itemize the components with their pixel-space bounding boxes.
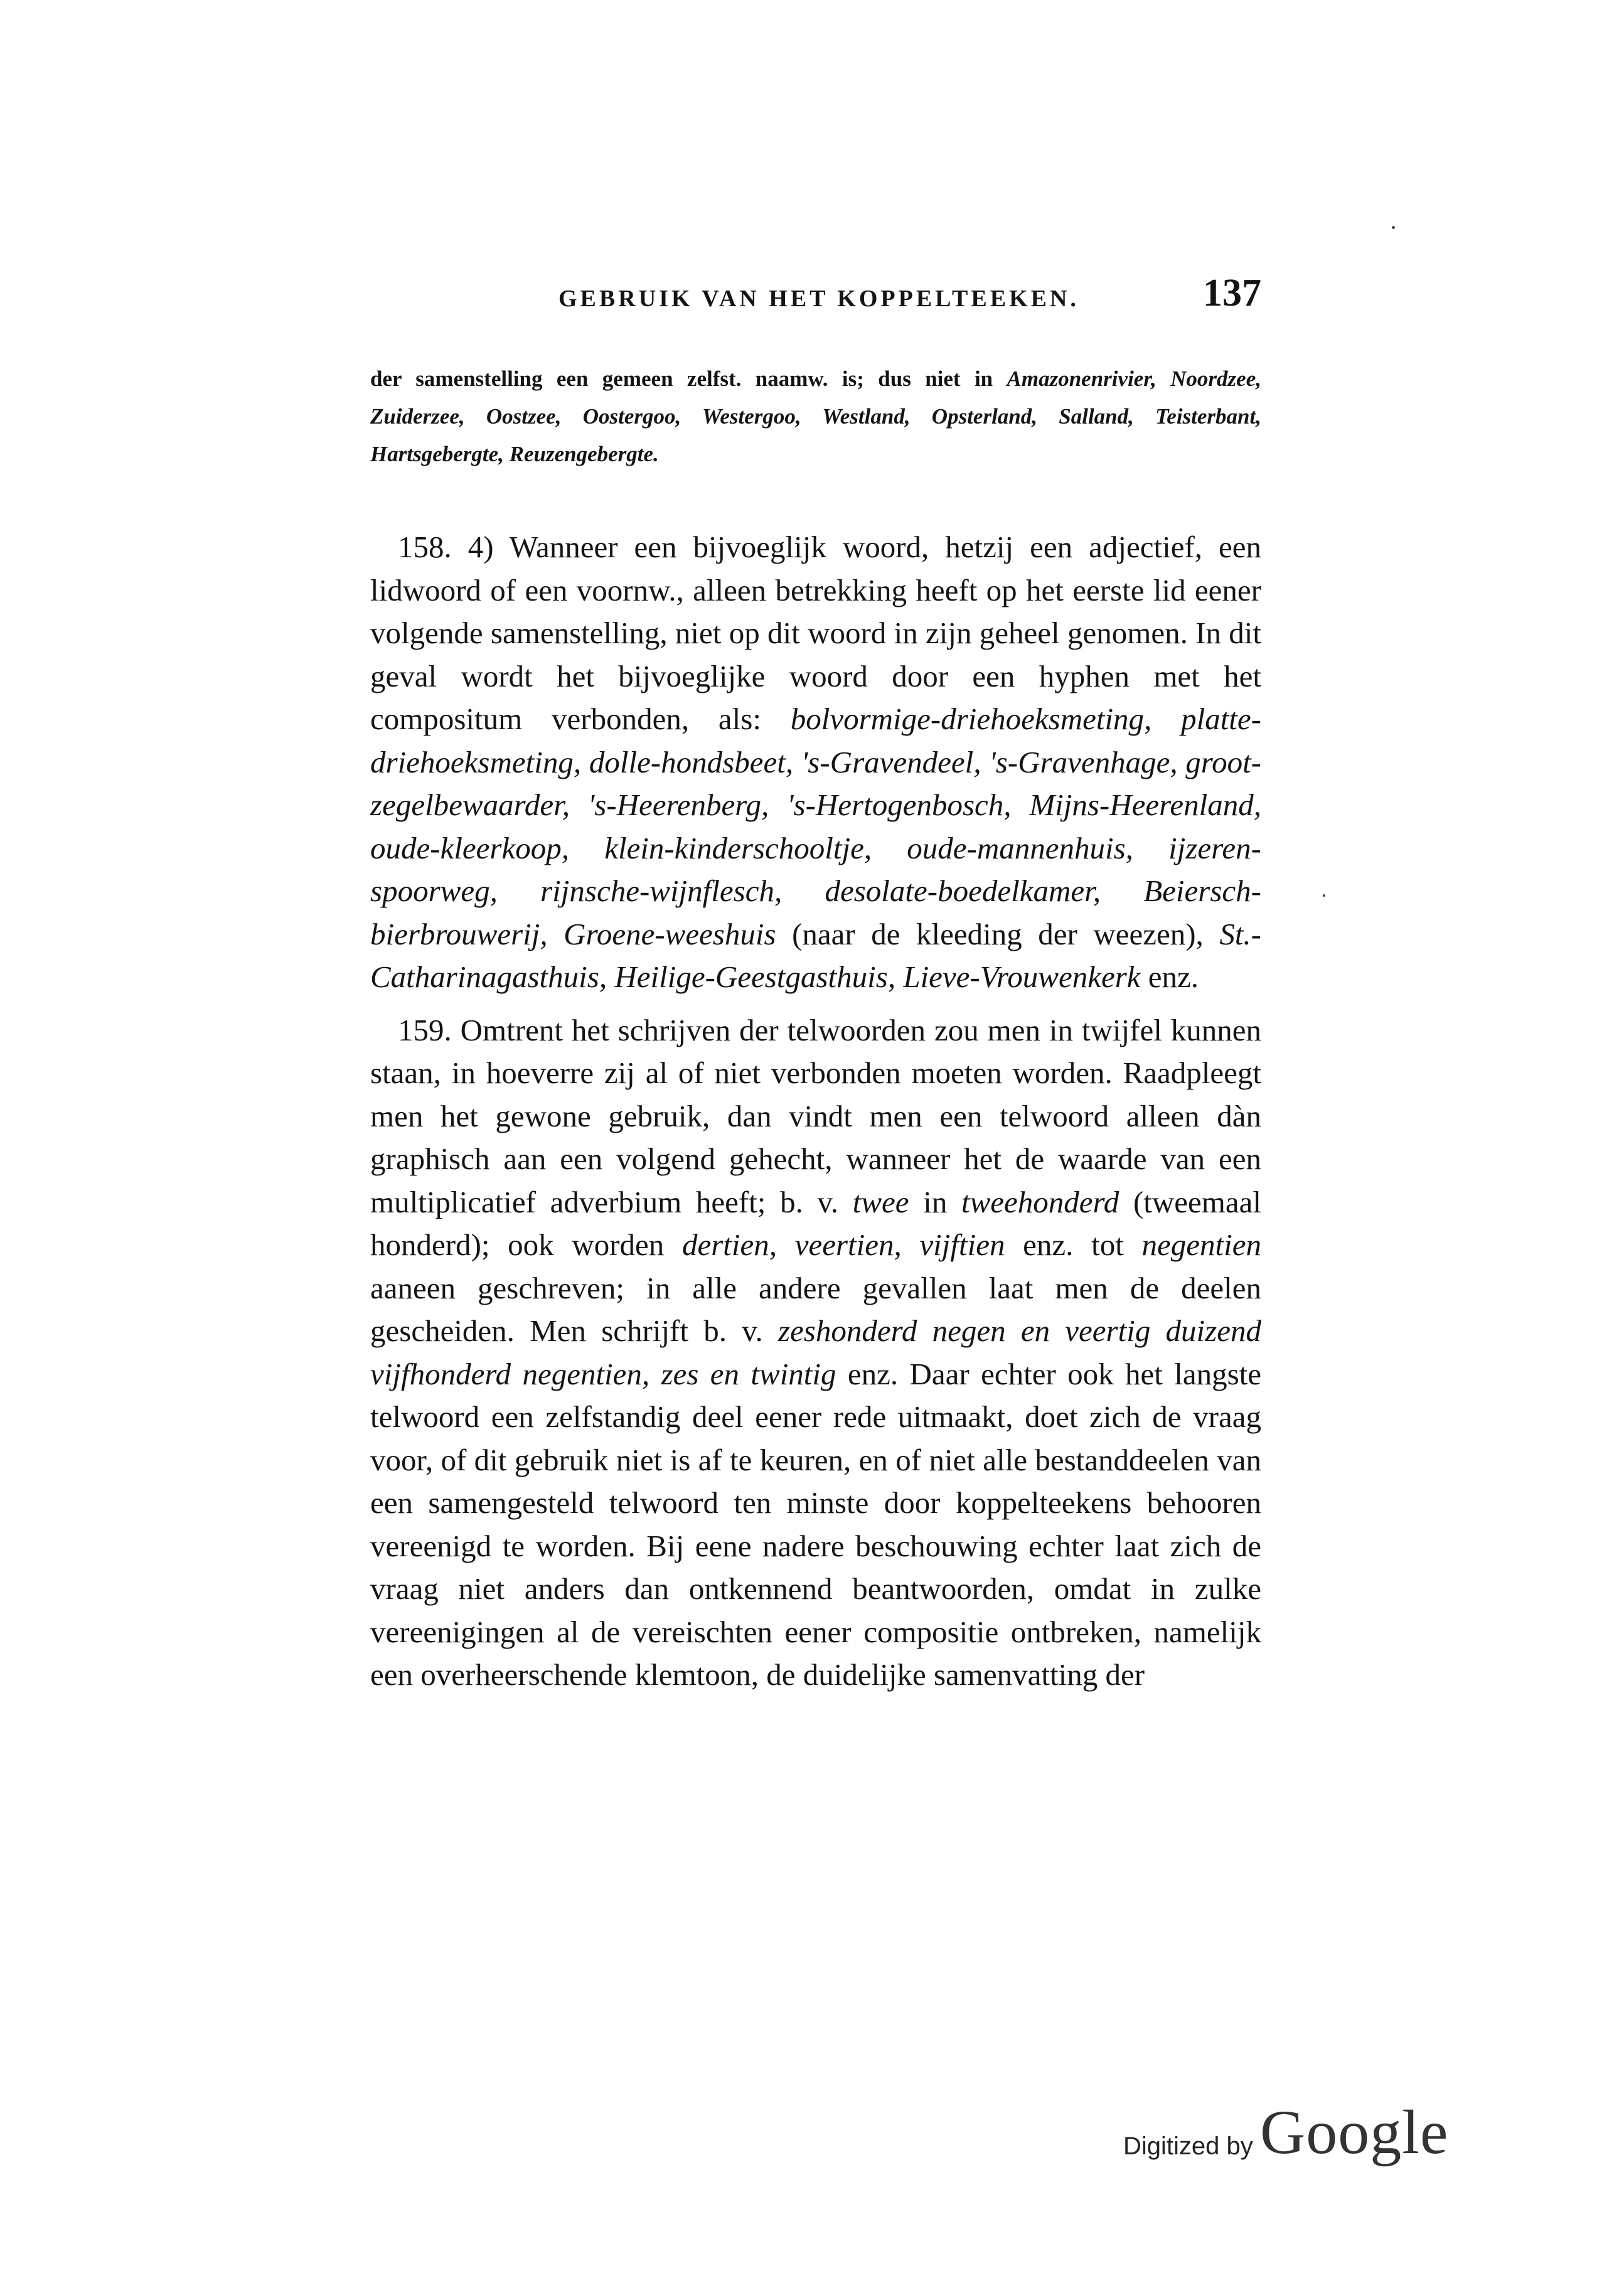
text-segment: in: [909, 1184, 961, 1219]
running-head-title: GEBRUIK VAN HET KOPPELTEEKEN.: [558, 286, 1079, 312]
scan-speck: [1392, 226, 1395, 229]
italic-segment: tweehonderd: [961, 1184, 1119, 1219]
google-logo: Google: [1260, 2097, 1449, 2167]
text-segment: (naar de kleeding der weezen),: [776, 916, 1220, 951]
digitized-watermark: [1123, 2096, 1475, 2171]
continued-note: [370, 360, 1261, 473]
italic-segment: negentien: [1141, 1227, 1261, 1262]
text-segment: aaneen geschreven; in alle andere gevallen laat men de deelen gescheiden. Men schrijft b. v.: [370, 1270, 1261, 1348]
text-segment: der samenstelling een gemeen zelfst. naamw. is; dus niet in: [370, 366, 1007, 391]
italic-segment: zeshonderd negen en veertig duizend vijfhonderd negentien, zes en twintig: [370, 1313, 1261, 1391]
italic-segment: twee: [852, 1184, 909, 1219]
running-head: [370, 271, 1261, 328]
italic-segment: dertien, veertien, vijftien: [681, 1227, 1005, 1262]
scan-speck: [1323, 894, 1325, 897]
text-segment: enz. Daar echter ook het langste telwoord een zelfstandig deel eener rede uitmaakt, doet zich de vraag voor, of dit gebruik niet is af te keuren, en of niet alle bestanddeelen van een samengesteld telwoord ten minste door koppelteekens behooren vereenigd te worden. Bij eene nadere beschouwing echter laat zich de vraag niet anders dan ontkennend beantwoorden, omdat in zulke vereenigingen al de vereischten eener compositie ontbreken, namelijk een overheerschende klemtoon, de duidelijke samenvatting der: [370, 1356, 1262, 1692]
note-paragraph: [370, 360, 1261, 473]
paragraph-159: [370, 1009, 1261, 1697]
italic-segment: St.-Catharinagasthuis, Heilige-Geestgasthuis, Lieve-Vrouwenkerk: [370, 916, 1261, 994]
page-number: 137: [1203, 272, 1261, 314]
italic-segment: Amazonenrivier, Noordzee, Zuiderzee, Oostzee, Oostergoo, Westergoo, Westland, Opsterland, Salland, Teisterbant, Hartsgebergte, Reuzengebergte.: [370, 366, 1261, 466]
text-segment: enz.: [1140, 960, 1199, 994]
italic-segment: bolvormige-driehoeksmeting, platte-driehoeksmeting, dolle-hondsbeet, 's-Gravendeel, 's-Gravenhage, groot-zegelbewaarder, 's-Heerenberg, 's-Hertogenbosch, Mijns-Heerenland, oude-kleerkoop, klein-kinderschooltje, oude-mannenhuis, ijzeren-spoorweg, rijnsche-wijnflesch, desolate-boedelkamer, Beiersch-bierbrouwerij, Groene-weeshuis: [370, 702, 1261, 951]
text-segment: (tweemaal honderd); ook worden: [370, 1184, 1262, 1262]
text-segment: enz. tot: [1005, 1227, 1142, 1262]
text-segment: 159. Omtrent het schrijven der telwoorden zou men in twijfel kunnen staan, in hoeverre zij al of niet verbonden moeten worden. Raadpleegt men het gewone gebruik, dan vindt men een telwoord alleen dàn graphisch aan een volgend gehecht, wanneer het de waarde van een multiplicatief adverbium heeft; b. v.: [370, 1012, 1261, 1219]
body-text: [370, 526, 1261, 1697]
text-segment: 158. 4) Wanneer een bijvoeglijk woord, hetzij een adjectief, een lidwoord of een voornw., alleen betrekking heeft op het eerste lid eener volgende samenstelling, niet op dit woord in zijn geheel genomen. In dit geval wordt het bijvoeglijke woord door een hyphen met het compositum verbonden, als:: [370, 530, 1261, 736]
paragraph-158: [370, 526, 1261, 999]
digitized-label: Digitized by: [1123, 2132, 1253, 2160]
